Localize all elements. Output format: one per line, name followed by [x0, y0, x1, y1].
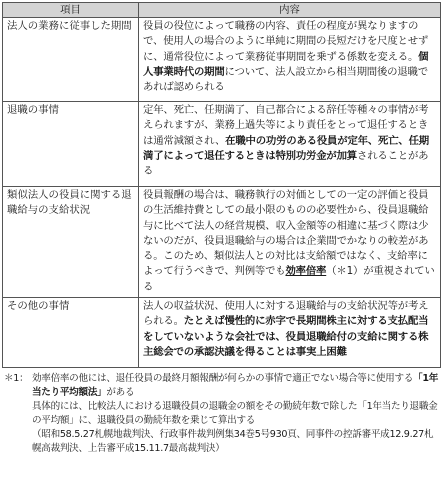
row-item-label: 類似法人の役員に関する退職給与の支給状況	[3, 187, 139, 298]
emphasis-text: 個人事業時代の期間	[143, 50, 429, 78]
table-row	[3, 298, 441, 368]
body-text: （昭和58.5.27札幌地裁判決、行政事件裁判例集34巻5号930頁、同事件の控訴審平成12.9.27札幌高裁判決、上告審平成15.11.7最高裁判決）	[32, 429, 434, 454]
body-text: 法人の収益状況、使用人に対する退職給与の支給状況等が考えられる。	[143, 300, 429, 328]
footnote-line	[32, 400, 441, 428]
header-item: 項目	[3, 3, 139, 18]
retirement-factors-table	[2, 2, 441, 368]
table-row	[3, 18, 441, 102]
footnote	[4, 372, 441, 456]
body-text: 定年、死亡、任期満了、自己都合による辞任等種々の事情が考えられますが、業務上過失等により責任をとって退任するときは通常減額され、	[143, 104, 429, 147]
table-header-row	[3, 3, 441, 18]
emphasis-text: たとえば慢性的に赤字で長期間株主に対する支払配当をしていないような会社では、役員退職給付の支給に関する株主総会での承認決議を得ることは事実上困難	[143, 315, 429, 358]
body-text: 役員の役位によって職務の内容、責任の程度が異なりますので、使用人の場合のように単純に期間の長短だけを尺度とせずに、通常役位によって業務従事期間を乗ずる係数を変える。	[143, 20, 429, 63]
footnote-body	[32, 372, 441, 456]
body-text: 具体的には、比較法人における退職役員の退職金の額をその勤続年数で除した「1年当たり退職金の平均額」に、退職役員の勤続年数を乗じて算出する	[32, 401, 438, 426]
emphasis-text: 「1年当たり平均額法」	[32, 373, 439, 398]
table-row	[3, 187, 441, 298]
emphasis-text: 効率倍率	[285, 265, 327, 278]
body-text: について、法人設立から相当期間後の退職であれば認められる	[143, 65, 428, 94]
row-item-label: その他の事情	[3, 298, 139, 368]
body-text: がある	[106, 387, 135, 398]
footnote-line	[32, 372, 441, 400]
body-text: されることがある	[143, 149, 429, 178]
row-item-label: 退職の事情	[3, 102, 139, 187]
header-content: 内容	[139, 3, 441, 18]
row-content	[139, 102, 441, 187]
row-content	[139, 18, 441, 102]
row-content	[139, 187, 441, 298]
body-text: 役員報酬の場合は、職務執行の対価としての一定の評価と役員の生活維持費としての最小限のものの必要性から、役員退職給与に比べて法人の経営規模、収入金額等の相違に基づく際は少ないのだが、役員退職給与の場合は企業間でかなりの較差がある。このため、類似法人との対比は支給額ではなく、支給率によって行うべきで、判例等でも	[143, 189, 429, 278]
footnote-line	[32, 428, 441, 456]
row-content	[139, 298, 441, 368]
body-text: （＊1）が重視されている	[143, 265, 435, 293]
emphasis-text: 在職中の功労のある役員が定年、死亡、任期満了によって退任するときは特別功労金が加算	[143, 134, 429, 162]
body-text: 効率倍率の他には、退任役員の最終月額報酬が何らかの事情で適正でない場合等に使用する	[32, 373, 414, 384]
table-row	[3, 102, 441, 187]
footnote-marker: ＊1：	[4, 373, 29, 384]
row-item-label: 法人の業務に従事した期間	[3, 18, 139, 102]
